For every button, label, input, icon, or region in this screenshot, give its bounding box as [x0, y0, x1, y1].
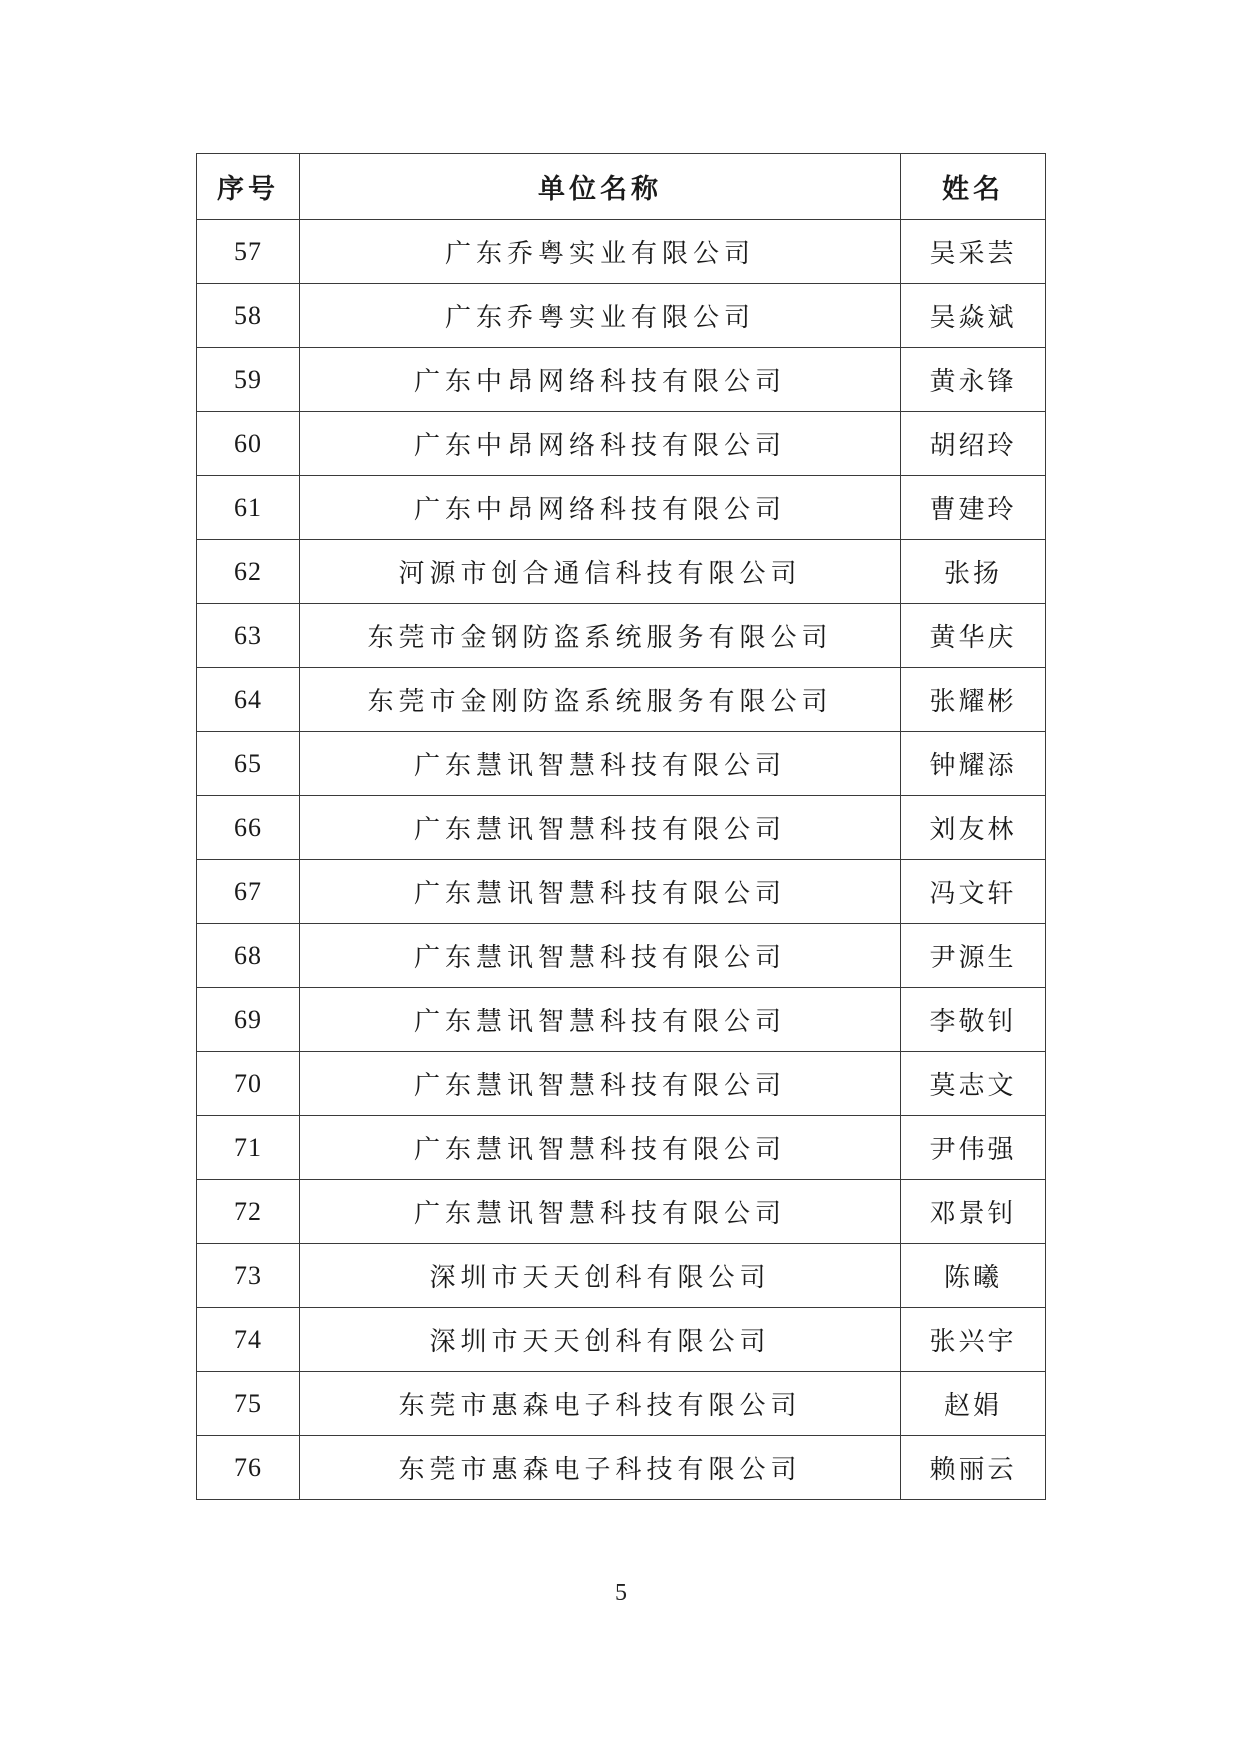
row-serial-number: 63 [197, 604, 300, 668]
table-row [197, 988, 1046, 1052]
row-unit-name: 广东慧讯智慧科技有限公司 [300, 924, 901, 988]
row-person-name: 莫志文 [901, 1052, 1046, 1116]
row-person-name: 张兴宇 [901, 1308, 1046, 1372]
row-person-name: 张耀彬 [901, 668, 1046, 732]
header-serial-number: 序号 [197, 154, 300, 220]
table-row [197, 860, 1046, 924]
table-row [197, 732, 1046, 796]
row-serial-number: 62 [197, 540, 300, 604]
table-row [197, 348, 1046, 412]
row-serial-number: 57 [197, 220, 300, 284]
row-unit-name: 广东乔粤实业有限公司 [300, 220, 901, 284]
table-row [197, 796, 1046, 860]
row-person-name: 李敬钊 [901, 988, 1046, 1052]
row-unit-name: 东莞市惠森电子科技有限公司 [300, 1436, 901, 1500]
row-person-name: 吴焱斌 [901, 284, 1046, 348]
table-row [197, 1052, 1046, 1116]
row-unit-name: 广东慧讯智慧科技有限公司 [300, 732, 901, 796]
row-serial-number: 76 [197, 1436, 300, 1500]
table-row [197, 1436, 1046, 1500]
row-person-name: 钟耀添 [901, 732, 1046, 796]
row-unit-name: 广东中昂网络科技有限公司 [300, 476, 901, 540]
table-row [197, 668, 1046, 732]
table-row [197, 604, 1046, 668]
row-unit-name: 广东中昂网络科技有限公司 [300, 348, 901, 412]
row-person-name: 尹源生 [901, 924, 1046, 988]
personnel-table [196, 153, 1046, 1500]
row-serial-number: 71 [197, 1116, 300, 1180]
row-unit-name: 广东慧讯智慧科技有限公司 [300, 796, 901, 860]
row-unit-name: 深圳市天天创科有限公司 [300, 1308, 901, 1372]
row-person-name: 张扬 [901, 540, 1046, 604]
row-unit-name: 广东慧讯智慧科技有限公司 [300, 1052, 901, 1116]
row-serial-number: 73 [197, 1244, 300, 1308]
row-person-name: 黄永锋 [901, 348, 1046, 412]
row-serial-number: 70 [197, 1052, 300, 1116]
row-unit-name: 东莞市金刚防盗系统服务有限公司 [300, 668, 901, 732]
table-row [197, 476, 1046, 540]
row-unit-name: 河源市创合通信科技有限公司 [300, 540, 901, 604]
row-person-name: 尹伟强 [901, 1116, 1046, 1180]
table-row [197, 540, 1046, 604]
row-serial-number: 64 [197, 668, 300, 732]
table-row [197, 284, 1046, 348]
row-person-name: 黄华庆 [901, 604, 1046, 668]
row-person-name: 邓景钊 [901, 1180, 1046, 1244]
row-unit-name: 广东乔粤实业有限公司 [300, 284, 901, 348]
table-row [197, 412, 1046, 476]
row-person-name: 陈曦 [901, 1244, 1046, 1308]
row-unit-name: 广东慧讯智慧科技有限公司 [300, 1116, 901, 1180]
row-serial-number: 60 [197, 412, 300, 476]
row-serial-number: 66 [197, 796, 300, 860]
row-unit-name: 广东中昂网络科技有限公司 [300, 412, 901, 476]
row-serial-number: 58 [197, 284, 300, 348]
row-unit-name: 东莞市惠森电子科技有限公司 [300, 1372, 901, 1436]
row-serial-number: 72 [197, 1180, 300, 1244]
row-serial-number: 59 [197, 348, 300, 412]
row-serial-number: 75 [197, 1372, 300, 1436]
row-person-name: 赖丽云 [901, 1436, 1046, 1500]
row-person-name: 冯文轩 [901, 860, 1046, 924]
row-person-name: 胡绍玲 [901, 412, 1046, 476]
table-header-row [197, 154, 1046, 220]
table-row [197, 220, 1046, 284]
row-person-name: 曹建玲 [901, 476, 1046, 540]
row-serial-number: 65 [197, 732, 300, 796]
table-row [197, 1116, 1046, 1180]
row-serial-number: 74 [197, 1308, 300, 1372]
row-unit-name: 东莞市金钢防盗系统服务有限公司 [300, 604, 901, 668]
table-row [197, 1308, 1046, 1372]
table-row [197, 1244, 1046, 1308]
row-unit-name: 深圳市天天创科有限公司 [300, 1244, 901, 1308]
row-unit-name: 广东慧讯智慧科技有限公司 [300, 1180, 901, 1244]
table-row [197, 1180, 1046, 1244]
row-serial-number: 68 [197, 924, 300, 988]
row-serial-number: 67 [197, 860, 300, 924]
table-row [197, 1372, 1046, 1436]
row-unit-name: 广东慧讯智慧科技有限公司 [300, 860, 901, 924]
row-person-name: 吴采芸 [901, 220, 1046, 284]
row-unit-name: 广东慧讯智慧科技有限公司 [300, 988, 901, 1052]
table-row [197, 924, 1046, 988]
row-person-name: 刘友林 [901, 796, 1046, 860]
row-serial-number: 69 [197, 988, 300, 1052]
row-serial-number: 61 [197, 476, 300, 540]
header-unit-name: 单位名称 [300, 154, 901, 220]
page-number: 5 [615, 1580, 627, 1606]
row-person-name: 赵娟 [901, 1372, 1046, 1436]
header-person-name: 姓名 [901, 154, 1046, 220]
